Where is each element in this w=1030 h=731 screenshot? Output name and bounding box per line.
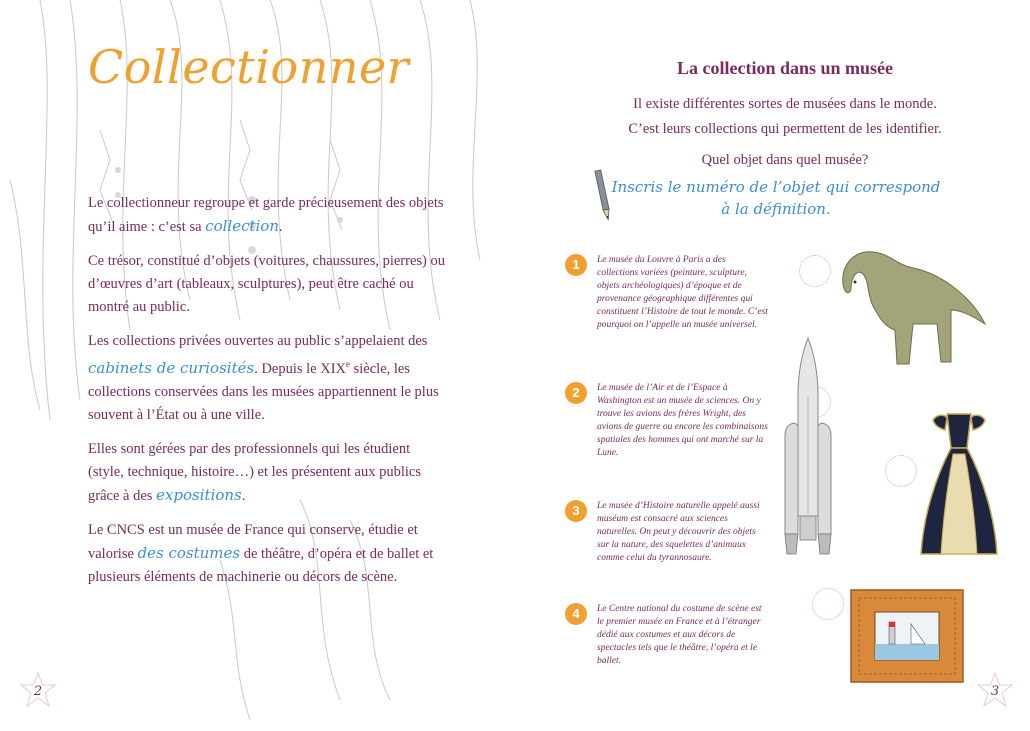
superscript: e <box>346 359 351 369</box>
item-number-badge: 1 <box>565 254 587 276</box>
page-number-left <box>18 671 58 711</box>
dress-illustration <box>919 408 999 558</box>
keyword-collection: collection <box>205 217 279 235</box>
page-number-right <box>975 671 1015 711</box>
question-text: Quel objet dans quel musée? <box>701 152 869 168</box>
intro-line-2: C’est leurs collections qui permettent de les identifier. <box>628 121 942 137</box>
keyword-expositions: expositions <box>156 485 242 504</box>
answer-circle-painting[interactable] <box>812 588 844 620</box>
keyword-costumes: des costumes <box>137 543 241 562</box>
item-number-badge: 4 <box>565 603 587 625</box>
paragraph-collection <box>88 192 448 239</box>
paragraph-professionals <box>88 438 448 508</box>
paragraph-text: . <box>279 219 283 235</box>
paragraph-text: Le collectionneur regroupe et garde précieusement des objets qu’il aime : c’est sa <box>88 195 444 235</box>
dinosaur-illustration <box>833 244 989 370</box>
paragraph-text: Elles sont gérées par des professionnels qui les étudient (style, technique, histoire…) et les présentent aux publics grâce à des <box>88 440 422 504</box>
paragraph-text: . Depuis le XIX <box>254 360 347 377</box>
item-description: Le Centre national du costume de scène est le premier musée en France et à l’étranger dédié aux costumes et aux décors de spectacles tels que le théâtre, l’opéra et le ballet. <box>597 604 762 666</box>
paragraph-text: de théâtre, d’opéra et de ballet et plusieurs éléments de machinerie ou décors de scène. <box>88 545 434 585</box>
item-description: Le musée du Louvre à Paris a des collections variées (peinture, sculpture, objets archéologiques) d’époque et de provenance géographique différentes qui constituent l’Histoire de tout le monde. C’est pourquoi on l’appelle un musée universel. <box>597 255 768 330</box>
keyword-cabinets: cabinets de curiosités <box>88 358 255 377</box>
item-description: Le musée d’Histoire naturelle appelé aussi muséum est consacré aux sciences naturelles. On peut y découvrir des objets sur la nature, des squelettes d’animaux comme celui du tyrannosaure. <box>597 501 760 563</box>
item-number-badge: 2 <box>565 382 587 404</box>
paragraph-curiosities <box>88 330 448 427</box>
paragraph-text: siècle, les collections conservées dans les musées appartiennent le plus souvent à l’État ou à une ville. <box>88 360 439 423</box>
paragraph-text: Le CNCS est un musée de France qui conserve, étudie et valorise <box>88 521 418 562</box>
pencil-icon <box>593 168 613 222</box>
instruction-text: Inscris le numéro de l’objet qui correspond à la définition. <box>611 178 941 218</box>
rocket-illustration <box>777 336 839 558</box>
paragraph-treasure: Ce trésor, constitué d’objets (voitures, chaussures, pierres) ou d’œuvres d’art (tableaux, sculptures), peut être caché ou montré au public. <box>88 253 445 315</box>
item-description: Le musée de l’Air et de l’Espace à Washington est un musée de sciences. On y trouve les avions des frères Wright, des avions de guerre ou encore les combinaisons spatiales des hommes qui ont marché sur la Lune. <box>597 383 768 458</box>
paragraph-text: Les collections privées ouvertes au public s’appelaient des <box>88 333 428 349</box>
page-number-text: 2 <box>33 684 43 699</box>
paragraph-cncs <box>88 519 448 589</box>
page-title: Collectionner <box>88 40 410 94</box>
item-number-badge: 3 <box>565 500 587 522</box>
body-text <box>88 192 448 600</box>
right-page <box>515 0 1030 731</box>
answer-circle-dinosaur[interactable] <box>799 255 831 287</box>
intro-line-1: Il existe différentes sortes de musées dans le monde. <box>633 96 937 112</box>
page-number-text: 3 <box>990 684 1000 699</box>
answer-circle-dress[interactable] <box>885 455 917 487</box>
paragraph-text: . <box>241 487 246 504</box>
painting-illustration <box>849 588 965 684</box>
section-title: La collection dans un musée <box>676 58 894 78</box>
